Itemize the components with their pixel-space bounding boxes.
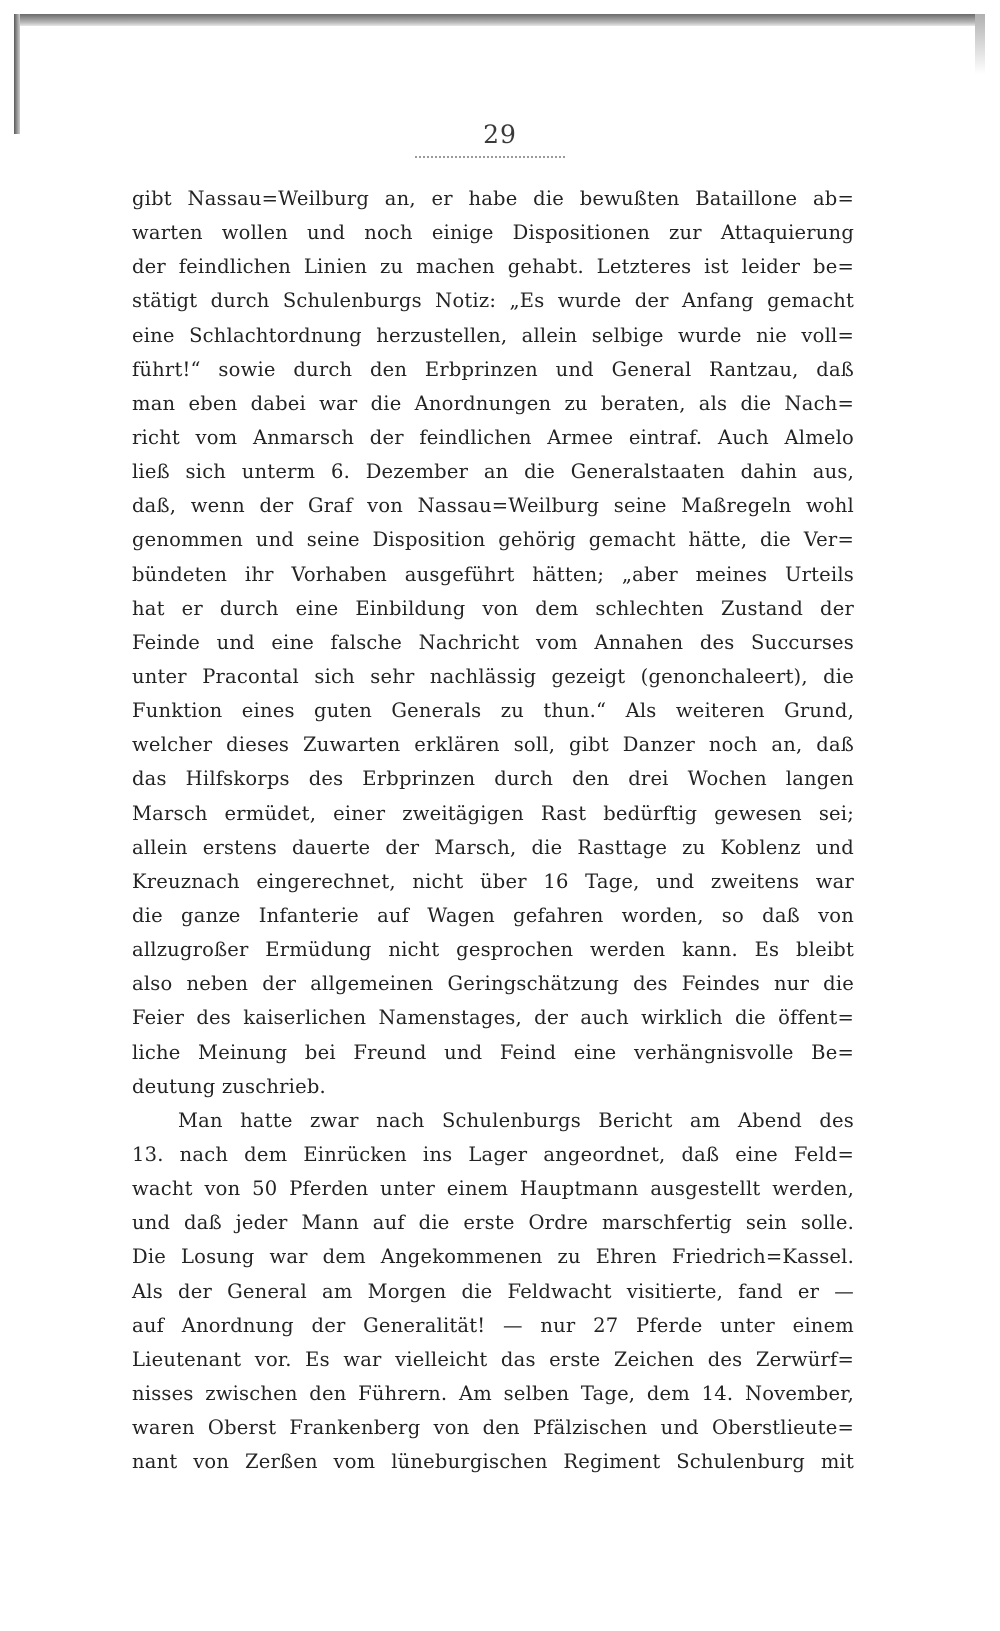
text-line: genommen und seine Disposition gehörig gemacht hätte, die Ver= (132, 528, 854, 552)
text-line: auf Anordnung der Generalität! — nur 27 Pferde unter einem (132, 1313, 854, 1337)
text-line: Die Losung war dem Angekommenen zu Ehren Friedrich=Kassel. (132, 1245, 854, 1269)
text-line: die ganze Infanterie auf Wagen gefahren worden, so daß von (132, 903, 854, 927)
text-line: liche Meinung bei Freund und Feind eine verhängnisvolle Be= (132, 1040, 854, 1064)
text-line: das Hilfskorps des Erbprinzen durch den drei Wochen langen (132, 767, 854, 791)
scan-edge-left (14, 14, 20, 134)
text-line: Funktion eines guten Generals zu thun.“ Als weiteren Grund, (132, 699, 854, 723)
text-line: waren Oberst Frankenberg von den Pfälzischen und Oberstlieute= (132, 1416, 854, 1440)
text-line: gibt Nassau=Weilburg an, er habe die bewußten Bataillone ab= (132, 187, 854, 210)
text-line: man eben dabei war die Anordnungen zu beraten, als die Nach= (132, 391, 854, 415)
text-line: welcher dieses Zuwarten erklären soll, gibt Danzer noch an, daß (132, 733, 854, 757)
text-line: bündeten ihr Vorhaben ausgeführt hätten; „aber meines Urteils (132, 562, 854, 586)
text-line: stätigt durch Schulenburgs Notiz: „Es wurde der Anfang gemacht (132, 289, 854, 313)
text-line: daß, wenn der Graf von Nassau=Weilburg seine Maßregeln wohl (132, 494, 854, 518)
text-line: allzugroßer Ermüdung nicht gesprochen werden kann. Es bleibt (132, 938, 854, 962)
text-line: richt vom Anmarsch der feindlichen Armee eintraf. Auch Almelo (132, 425, 854, 449)
paragraph-end-line: deutung zuschrieb. (132, 1074, 326, 1098)
text-line: Marsch ermüdet, einer zweitägigen Rast bedürftig gewesen sei; (132, 801, 854, 825)
page-number-rule (415, 156, 565, 158)
page-number: 29 (483, 120, 517, 149)
body-text (132, 182, 854, 1479)
scan-edge-right (975, 14, 985, 74)
text-line: Feier des kaiserlichen Namenstages, der auch wirklich die öffent= (132, 1006, 854, 1030)
text-line: hat er durch eine Einbildung von dem schlechten Zustand der (132, 596, 854, 620)
text-line: Als der General am Morgen die Feldwacht visitierte, fand er — (132, 1279, 854, 1303)
text-line: also neben der allgemeinen Geringschätzung des Feindes nur die (132, 972, 854, 996)
text-line: unter Pracontal sich sehr nachlässig gezeigt (genonchaleert), die (132, 664, 854, 688)
text-line: eine Schlachtordnung herzustellen, allein selbige wurde nie voll= (132, 323, 854, 347)
text-line: ließ sich unterm 6. Dezember an die Generalstaaten dahin aus, (132, 460, 854, 484)
text-line: nant von Zerßen vom lüneburgischen Regiment Schulenburg mit (132, 1450, 854, 1474)
text-line: warten wollen und noch einige Dispositionen zur Attaquierung (132, 221, 854, 245)
text-line: führt!“ sowie durch den Erbprinzen und General Rantzau, daß (132, 357, 854, 381)
text-line: 13. nach dem Einrücken ins Lager angeordnet, daß eine Feld= (132, 1142, 854, 1166)
text-line: nisses zwischen den Führern. Am selben Tage, dem 14. November, (132, 1381, 854, 1405)
text-line: der feindlichen Linien zu machen gehabt. Letzteres ist leider be= (132, 255, 854, 279)
text-line: allein erstens dauerte der Marsch, die Rasttage zu Koblenz und (132, 835, 854, 859)
text-line: Lieutenant vor. Es war vielleicht das erste Zeichen des Zerwürf= (132, 1347, 854, 1371)
text-line: wacht von 50 Pferden unter einem Hauptmann ausgestellt werden, (132, 1177, 854, 1201)
text-line: Feinde und eine falsche Nachricht vom Annahen des Succurses (132, 630, 854, 654)
text-line: Kreuznach eingerechnet, nicht über 16 Tage, und zweitens war (132, 869, 854, 893)
text-line: und daß jeder Mann auf die erste Ordre marschfertig sein solle. (132, 1211, 854, 1235)
paragraph-start-line: Man hatte zwar nach Schulenburgs Bericht am Abend des (178, 1108, 854, 1132)
scan-edge-top (14, 14, 984, 26)
